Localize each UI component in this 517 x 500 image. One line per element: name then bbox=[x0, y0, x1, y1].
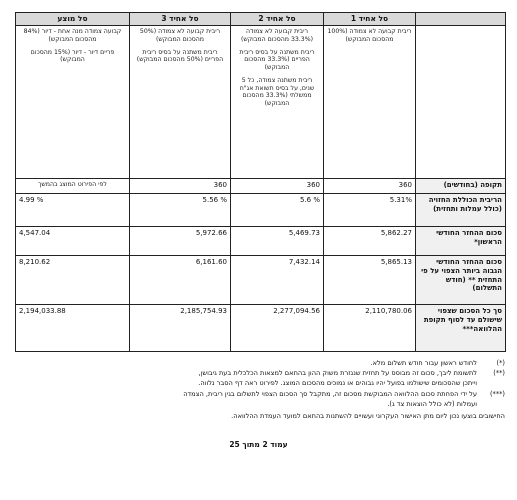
first-plan1: 5,862.27 bbox=[324, 227, 416, 256]
header-plan1: סל אחיד 1 bbox=[324, 13, 416, 26]
footnote bbox=[15, 358, 505, 368]
rate-plan3: 5.56 % bbox=[130, 194, 231, 227]
header-plan3: סל אחיד 3 bbox=[130, 13, 231, 26]
desc-plan1 bbox=[324, 26, 416, 179]
row-label: תקופה (בחודשים) bbox=[416, 179, 506, 194]
desc-plan2-line: ריבית משתנה צמודה, כל 5 שנים, על בסיס תשואת אג"ח ממשלתי (33.3% מהסכום המבוקש) bbox=[239, 76, 315, 107]
row-label: סך כל הסכום שצפוי שישולם עד לסוף תקופת ההלוואה*** bbox=[416, 305, 506, 352]
desc-plan3-line: ריבית קבועה לא צמודה (50% מהסכום המבוקש) bbox=[139, 28, 221, 43]
page-number: עמוד 2 מתוך 25 bbox=[229, 440, 288, 449]
rate-plan1: 5.31% bbox=[324, 194, 416, 227]
table-row-max-payment bbox=[16, 256, 506, 305]
max-offer: 8,210.62 bbox=[16, 256, 130, 305]
period-plan3: 360 bbox=[130, 179, 231, 194]
table-row-first-payment bbox=[16, 227, 506, 256]
footnote-mark: (**) bbox=[493, 369, 505, 378]
header-plan2: סל אחיד 2 bbox=[231, 13, 324, 26]
first-plan2: 5,469.73 bbox=[231, 227, 324, 256]
desc-plan3-line: ריבית משתנה על בסיס ריבית הפריים (50% מהסכום המבוקש) bbox=[136, 48, 224, 64]
desc-plan1-line: ריבית קבועה לא צמודה (100% מהסכום המבוקש) bbox=[327, 28, 412, 43]
closing-statement: החישובים בוצעו נכון ליום מתן האישור העקרוני ועשויים להשתנות בהתאם למועד העמדת ההלוואה. bbox=[231, 412, 505, 421]
header-offer: סל מוצע bbox=[16, 13, 130, 26]
header-label-cell bbox=[416, 13, 506, 26]
period-offer: לפי הפירוט המוצג בהמשך bbox=[16, 179, 130, 194]
max-plan3: 6,161.60 bbox=[130, 256, 231, 305]
row-label: הריבית הכוללת החזויה (כולל עמלות ותחזית) bbox=[416, 194, 506, 227]
total-plan2: 2,277,094.56 bbox=[231, 305, 324, 352]
max-plan2: 7,432.14 bbox=[231, 256, 324, 305]
footnote-mark: (***) bbox=[489, 389, 505, 398]
desc-offer-line: קבועה צמודה מנה אחת - דיור (84% מהסכום המבוקש) bbox=[23, 28, 122, 43]
table-row-period bbox=[16, 179, 506, 194]
table-row-rate bbox=[16, 194, 506, 227]
footnote-text: לחודש ראשון עבור חודש תשלום מלא. bbox=[370, 359, 477, 367]
footnote bbox=[15, 368, 505, 378]
mortgage-comparison-table bbox=[15, 12, 506, 352]
footnote-text: לתשומת ליבך, סכום זה מבוסס על תחזית שנגזרת משוק ההון בהתאם למצאות הכלכלית בעת גיבושן, bbox=[198, 369, 477, 378]
footnote-text: על ידי הפחתת סכום ההלוואה המבוקשת מסכום זה, מתקבל סך הסכום הצפוי לתשלום בגין ריבית, הצמדה bbox=[183, 389, 477, 398]
footnotes bbox=[15, 358, 505, 421]
total-plan3: 2,185,754.93 bbox=[130, 305, 231, 352]
rate-plan2: 5.6 % bbox=[231, 194, 324, 227]
desc-offer-line: פריים דיור - דיור (15% מהסכום המבוקש) bbox=[30, 48, 115, 64]
first-plan3: 5,972.66 bbox=[130, 227, 231, 256]
total-offer: 2,194,033.88 bbox=[16, 305, 130, 352]
rate-offer: 4.99 % bbox=[16, 194, 130, 227]
footnote-mark: (*) bbox=[496, 359, 505, 367]
period-plan2: 360 bbox=[231, 179, 324, 194]
table-row-description bbox=[16, 26, 506, 179]
table-header-row bbox=[16, 13, 506, 26]
footnote-text: ועמלות (לא כולל הוצאות צד ג). bbox=[387, 399, 477, 408]
desc-plan2-line: ריבית קבועה לא צמודה (33.3% מהסכום המבוקש) bbox=[240, 28, 314, 43]
footnote bbox=[15, 389, 505, 399]
desc-offer bbox=[16, 26, 130, 179]
row-label: סכום ההחזר החודשי הגבוה ביותר הצפוי על פי התחזית ** (חודש התשלום) bbox=[416, 256, 506, 305]
period-plan1: 360 bbox=[324, 179, 416, 194]
table-row-total bbox=[16, 305, 506, 352]
row-label: סכום ההחזר החודשי הראשון* bbox=[416, 227, 506, 256]
total-plan1: 2,110,780.06 bbox=[324, 305, 416, 352]
first-offer: 4,547.04 bbox=[16, 227, 130, 256]
desc-label-cell bbox=[416, 26, 506, 179]
desc-plan3 bbox=[130, 26, 231, 179]
desc-plan2-line: ריבית משתנה על בסיס ריבית הפריים (33.3% מהסכום המבוקש) bbox=[239, 48, 315, 71]
desc-plan2 bbox=[231, 26, 324, 179]
footnote-text: וייתכן שהסכומים שישולמו בפועל יהיו גבוהים או נמוכים מהסכום המוצג. לפירוט ראה דף הסבר נלווה. bbox=[198, 379, 477, 388]
max-plan1: 5,865.13 bbox=[324, 256, 416, 305]
